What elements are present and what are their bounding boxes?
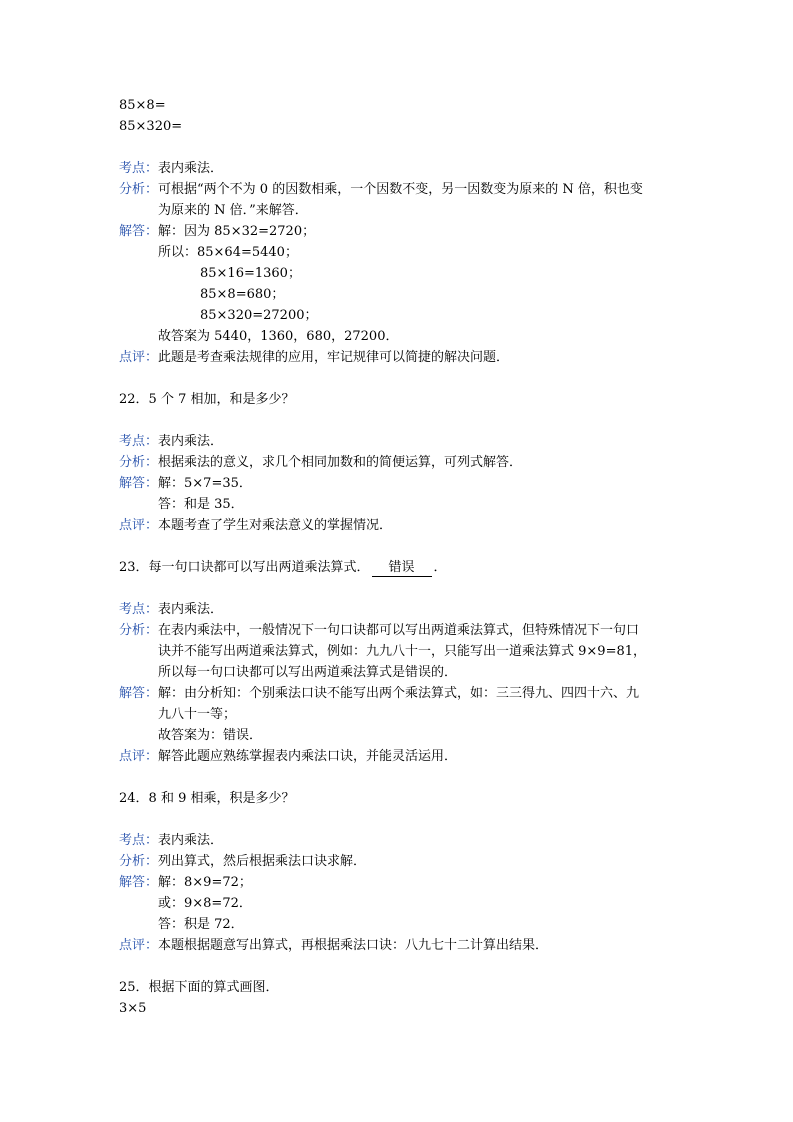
equation-line: 3×5 (119, 1001, 147, 1016)
jieda-text: 解：由分析知：个别乘法口诀不能写出两个乘法算式，如：三三得九、四四十六、九 (158, 686, 640, 701)
dianping-text: 本题根据题意写出算式，再根据乘法口诀：八九七十二计算出结果． (158, 938, 549, 953)
kaodian-label: 考点： (119, 602, 159, 617)
jieda-text-cont: 85×16=1360； (200, 266, 301, 281)
question-title (119, 557, 719, 578)
kaodian-label: 考点： (119, 833, 159, 848)
kaodian-label: 考点： (119, 434, 159, 449)
jieda-line (119, 872, 719, 893)
jieda-label: 解答： (119, 875, 159, 890)
fenxi-line (119, 179, 719, 200)
equation-line: 85×320= (119, 119, 183, 134)
kaodian-text: 表内乘法． (158, 602, 224, 617)
jieda-text-cont: 故答案为：错误． (158, 728, 263, 743)
fenxi-line (119, 620, 719, 641)
jieda-text-cont: 故答案为 5440，1360，680，27200． (158, 329, 399, 344)
jieda-text-cont: 答：和是 35． (158, 497, 244, 512)
question-title: 22．5 个 7 相加，和是多少？ (119, 392, 295, 407)
fenxi-text: 根据乘法的意义，求几个相同加数和的简便运算，可列式解答． (158, 455, 523, 470)
fenxi-label: 分析： (119, 182, 159, 197)
jieda-label: 解答： (119, 686, 159, 701)
kaodian-line (119, 830, 719, 851)
fenxi-text: 列出算式，然后根据乘法口诀求解． (158, 854, 367, 869)
kaodian-text: 表内乘法． (158, 833, 224, 848)
dianping-line (119, 746, 719, 767)
fenxi-label: 分析： (119, 854, 159, 869)
dianping-line (119, 935, 719, 956)
jieda-text: 解：8×9=72； (158, 875, 252, 890)
question-text: 23．每一句口诀都可以写出两道乘法算式． (119, 560, 370, 575)
document-page (119, 95, 719, 1019)
dianping-line (119, 347, 719, 368)
kaodian-line (119, 599, 719, 620)
question-title: 24．8 和 9 相乘，积是多少？ (119, 791, 295, 806)
dianping-line (119, 515, 719, 536)
jieda-text-cont: 答：积是 72． (158, 917, 244, 932)
dianping-label: 点评： (119, 938, 159, 953)
fenxi-line (119, 452, 719, 473)
jieda-text-cont: 或：9×8=72． (158, 896, 252, 911)
jieda-text-cont: 85×8=680； (200, 287, 285, 302)
jieda-line (119, 473, 719, 494)
dianping-label: 点评： (119, 518, 159, 533)
jieda-label: 解答： (119, 224, 159, 239)
dianping-label: 点评： (119, 749, 159, 764)
dianping-text: 此题是考查乘法规律的应用，牢记规律可以简捷的解决问题． (158, 350, 510, 365)
fenxi-text: 在表内乘法中，一般情况下一句口诀都可以写出两道乘法算式，但特殊情况下一句口 (158, 623, 640, 638)
fenxi-line (119, 851, 719, 872)
jieda-text-cont: 九八十一等； (158, 707, 237, 722)
question-text-end: ． (433, 560, 447, 575)
kaodian-text: 表内乘法． (158, 434, 224, 449)
kaodian-line (119, 431, 719, 452)
fenxi-text-cont: 所以每一句口诀都可以写出两道乘法算式是错误的． (158, 665, 458, 680)
fenxi-text-cont: 诀并不能写出两道乘法算式，例如：九九八十一，只能写出一道乘法算式 9×9=81， (158, 644, 647, 659)
jieda-text: 解：因为 85×32=2720； (158, 224, 316, 239)
equation-line: 85×8= (119, 98, 166, 113)
jieda-line (119, 221, 719, 242)
jieda-label: 解答： (119, 476, 159, 491)
fenxi-text-cont: 为原来的 N 倍．”来解答． (158, 203, 308, 218)
answer-blank: 错误 (372, 560, 432, 577)
dianping-text: 本题考查了学生对乘法意义的掌握情况． (158, 518, 393, 533)
fenxi-text: 可根据“两个不为 0 的因数相乘，一个因数不变，另一因数变为原来的 N 倍，积也变 (158, 182, 643, 197)
kaodian-line (119, 158, 719, 179)
jieda-line (119, 683, 719, 704)
dianping-text: 解答此题应熟练掌握表内乘法口诀，并能灵活运用． (158, 749, 458, 764)
fenxi-label: 分析： (119, 623, 159, 638)
kaodian-text: 表内乘法． (158, 161, 224, 176)
kaodian-label: 考点： (119, 161, 159, 176)
jieda-text: 解：5×7=35． (158, 476, 252, 491)
dianping-label: 点评： (119, 350, 159, 365)
jieda-text-cont: 85×320=27200； (200, 308, 318, 323)
question-title: 25．根据下面的算式画图． (119, 980, 279, 995)
jieda-text-cont: 所以：85×64=5440； (158, 245, 298, 260)
fenxi-label: 分析： (119, 455, 159, 470)
